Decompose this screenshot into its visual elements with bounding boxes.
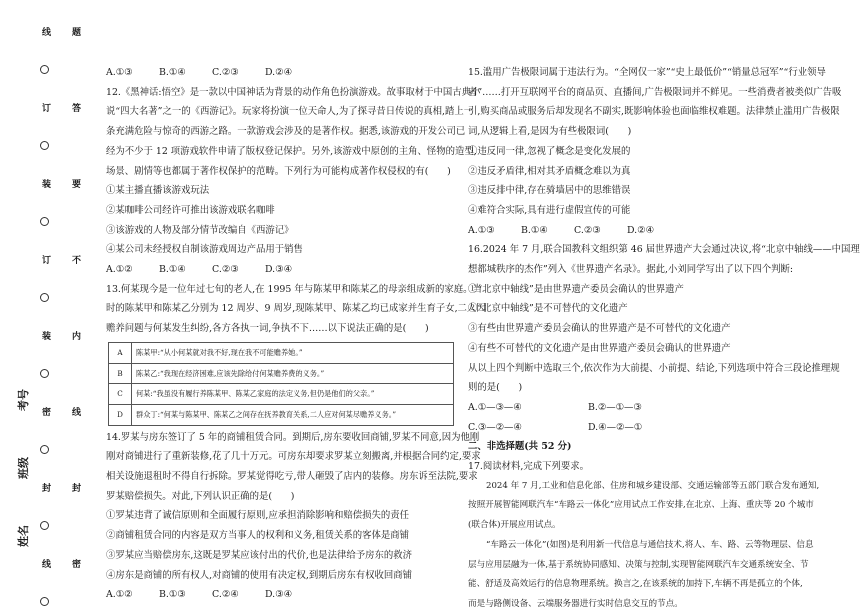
table-row [109,384,454,405]
row-key: C [109,384,132,405]
question-line: ②某咖啡公司经许可推出该游戏联名咖啡 [106,204,275,216]
question-line: 12.《黑神话:悟空》是一款以中国神话为背景的动作角色扮演游戏。故事取材于中国古典小 [106,86,481,98]
table-row [109,363,454,384]
margin-char: 密 [70,558,80,568]
binding-hole-icon [40,445,49,454]
margin-char: 装 [40,330,50,340]
row-key: D [109,404,132,425]
student-field-class: 班级 [17,457,30,479]
question-line: 时的陈某甲和陈某乙分别为 12 周岁、9 周岁,现陈某甲、陈某乙均已成家并生育子女,二人因 [106,303,486,315]
passage-paragraph: 2024 年 7 月,工业和信息化部、住房和城乡建设部、交通运输部等五部门联合发布通知, [486,480,820,491]
margin-char: 题 [70,26,80,36]
statement-table [108,342,454,426]
binding-hole-icon [40,597,49,606]
question-line: 罗某赔偿损失。对此,下列认识正确的是( ) [106,490,295,502]
row-statement: 陈某甲:“从小何某就对我不好,现在我不可能赡养她。” [132,342,454,363]
binding-hole-icon [40,293,49,302]
question-line: 16.2024 年 7 月,联合国教科文组织第 46 届世界遗产大会通过决议,将“北京中轴线——中国理 [468,244,860,256]
answer-option: A.①② [106,264,133,276]
answer-option: A.①③ [468,224,495,236]
binding-margin [0,0,100,608]
answer-option: A.①—③—④ [468,401,522,413]
passage-paragraph: “车路云一体化”(如图)是利用新一代信息与通信技术,将人、车、路、云等物理层、信息 [486,539,814,550]
question-line: 场景、剧情等也都属于著作权保护的范畴。下列行为可能构成著作权侵权的有( ) [106,165,451,177]
question-line: 则的是( ) [468,382,523,394]
margin-char: 订 [40,102,50,112]
row-statement: 何某:“我虽没有履行养陈某甲、陈某乙家庭的法定义务,但仍是他们的父亲。” [132,384,454,405]
question-line: ④有些不可替代的文化遗产是由世界遗产委员会确认的世界遗产 [468,342,731,354]
question-line: 引,购买商品或服务后却发现名不副实,既影响体验也面临维权难题。法律禁止滥用广告极限 [468,106,840,118]
passage-line: 按照开展智能网联汽车“车路云一体化”应用试点工作安排,在北京、上海、重庆等 20 个城市 [468,500,814,511]
answer-option: A.①② [106,589,133,601]
answer-option: B.②—①—③ [588,401,642,413]
question-line: 想都城秩序的杰作”列入《世界遗产名录》。据此,小刘同学写出了以下四个判断: [468,264,793,276]
question-line: 说“四大名著”之一的《西游记》。玩家将扮演一位天命人,为了探寻昔日传说的真相,踏上一 [106,106,474,118]
section-heading: 二、非选择题(共 52 分) [468,441,572,453]
question-line: 赡养问题与何某发生纠纷,各方各执一词,争执不下……以下说法正确的是( ) [106,323,429,335]
answer-option: C.②③ [212,264,239,276]
margin-char: 内 [70,330,80,340]
binding-hole-icon [40,217,49,226]
question-line: 刚对商铺进行了重新装修,花了几十万元。可房东却要求罗某立刻搬离,并根据合同约定,要求 [106,451,481,463]
question-line: 经为不少于 12 项游戏软件申请了版权登记保护。另外,该游戏中原创的主角、怪物的造型, [106,145,477,157]
margin-char: 线 [40,558,50,568]
row-key: B [109,363,132,384]
question-line: ①罗某违背了诚信原则和全面履行原则,应承担消除影响和赔偿损失的责任 [106,510,409,522]
answer-option: D.③④ [265,264,292,276]
margin-char: 要 [70,178,80,188]
answer-option: C.②③ [574,224,601,236]
answer-options [106,63,458,83]
outer-binding-line [38,0,52,608]
question-line: 13.何某现今是一位年过七旬的老人,在 1995 年与陈某甲和陈某乙的母亲组成新的家庭。当 [106,283,482,295]
question-line: 15.滥用广告极限词属于违法行为。“全网仅一家”“史上最低价”“销量总冠军”“行业领导 [468,67,826,78]
question-line: ③罗某应当赔偿房东,这既是罗某应该付出的代价,也是法律给予房东的救济 [106,549,412,561]
answer-option: D.②④ [265,67,292,78]
student-field-exam-number: 考号 [17,389,30,411]
passage-line: (联合体)开展应用试点。 [468,520,561,531]
question-line: 14.罗某与房东签订了 5 年的商铺租赁合同。到期后,房东要收回商铺,罗某不同意,因为他刚 [106,431,480,443]
passage-line: 层与应用层融为一体,基于系统协同感知、决策与控制,实现智能网联汽车交通系统安全、节 [468,559,809,570]
binding-hole-icon [40,65,49,74]
question-line: ③该游戏的人物及部分情节改编自《西游记》 [106,224,294,236]
answer-options [468,398,810,418]
question-line: 17.阅读材料,完成下列要求。 [468,461,590,473]
question-line: ④难符合实际,具有进行虚假宣传的可能 [468,204,631,216]
margin-char: 密 [40,406,50,416]
question-line: 条充满危险与惊奇的西游之路。一款游戏会涉及的是著作权。据悉,该游戏的开发公司已 [106,126,466,138]
answer-option: C.③—②—④ [468,421,522,433]
question-line: ②商铺租赁合同的内容是双方当事人的权利和义务,租赁关系的客体是商铺 [106,530,409,542]
left-column [106,63,486,605]
binding-hole-icon [40,521,49,530]
answer-option: B.①④ [159,67,186,78]
question-line: 相关设施退租时不得自行拆除。罗某觉得吃亏,带人砸毁了店内的装修。房东诉至法院,要求 [106,471,478,483]
row-statement: 陈某乙:“我现在经济困难,应该先除给付何某赡养费的义务。” [132,363,454,384]
answer-option: C.②③ [212,67,239,78]
passage-line: 能、舒适及高效运行的信息物理系统。换言之,在该系统的加持下,车辆不再是孤立的个体, [468,579,803,590]
right-column [468,63,860,615]
margin-char: 封 [70,482,80,492]
row-statement: 群众丁:“何某与陈某甲、陈某乙之间存在抚养教育关系,二人应对何某尽赡养义务。” [132,404,454,425]
answer-options [468,221,810,241]
binding-hole-icon [40,141,49,150]
margin-char: 订 [40,254,50,264]
question-line: 词,从逻辑上看,是因为有些极限词( ) [468,126,632,138]
answer-option: B.①③ [159,589,186,601]
question-line: ③违反排中律,存在骑墙居中的思维错误 [468,185,631,197]
question-line: ④房东是商铺的所有权人,对商铺的使用有决定权,到期后房东有权收回商铺 [106,569,412,581]
question-line: 从以上四个判断中选取三个,依次作为大前提、小前提、结论,下列选项中符合三段论推理规 [468,362,840,374]
inner-binding-line [68,0,82,608]
question-line: ④某公司未经授权自制该游戏周边产品用于销售 [106,244,303,256]
binding-hole-icon [40,369,49,378]
answer-options [106,260,458,280]
margin-char: 答 [70,102,80,112]
margin-char: 装 [40,178,50,188]
margin-char: 封 [40,482,50,492]
question-line: ②违反矛盾律,相对其矛盾概念难以为真 [468,165,631,177]
question-line: ①某主播直播该游戏玩法 [106,185,210,197]
student-field-name: 姓名 [17,525,30,547]
margin-char: 线 [40,26,50,36]
question-line: ②“北京中轴线”是不可替代的文化遗产 [468,303,628,315]
margin-char: 不 [70,254,80,264]
question-line: ①“北京中轴线”是由世界遗产委员会确认的世界遗产 [468,283,684,295]
answer-option: D.④—②—① [588,421,643,433]
question-line: ③有些由世界遗产委员会确认的世界遗产是不可替代的文化遗产 [468,323,731,335]
answer-option: B.①④ [521,224,548,236]
table-row [109,404,454,425]
answer-option: B.①④ [159,264,186,276]
answer-option: C.②④ [212,589,239,601]
passage-line: 而是与路侧设备、云端服务器进行实时信息交互的节点。 [468,598,683,609]
question-line: 者”……打开互联网平台的商品页、直播间,广告极限词并不鲜见。一些消费者被类似广告吸 [468,86,842,98]
question-line: ①违反同一律,忽视了概念是变化发展的 [468,145,631,157]
answer-options [106,585,458,605]
answer-options [468,418,810,438]
table-row [109,342,454,363]
answer-option: D.③④ [265,589,292,601]
answer-option: D.②④ [627,224,654,236]
margin-char: 线 [70,406,80,416]
row-key: A [109,342,132,363]
answer-option: A.①③ [106,67,133,78]
